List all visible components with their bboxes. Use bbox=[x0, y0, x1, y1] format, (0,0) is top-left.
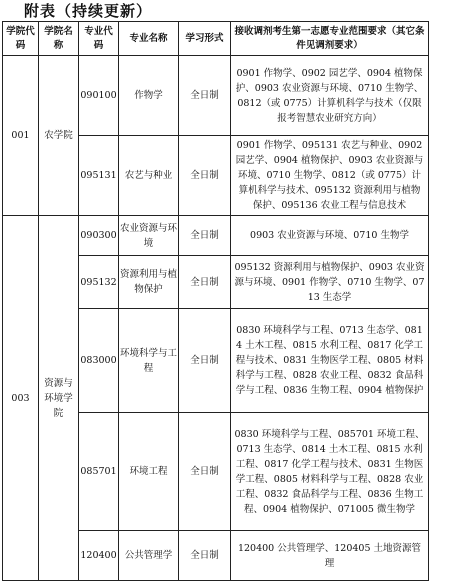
header-college-name: 学院名称 bbox=[39, 22, 79, 56]
major-code-cell: 083000 bbox=[79, 309, 119, 413]
header-major-name: 专业名称 bbox=[119, 22, 179, 56]
major-code-cell: 090300 bbox=[79, 216, 119, 256]
header-major-code: 专业代码 bbox=[79, 22, 119, 56]
major-code-cell: 090100 bbox=[79, 56, 119, 136]
requirement-cell: 095132 资源利用与植物保护、0903 农业资源与环境、0901 作物学、0710 生物学、0713 生态学 bbox=[231, 256, 429, 309]
major-name-cell: 作物学 bbox=[119, 56, 179, 136]
major-name-cell: 资源利用与植物保护 bbox=[119, 256, 179, 309]
adjustment-table bbox=[2, 21, 429, 581]
major-name-cell: 环境工程 bbox=[119, 413, 179, 531]
table-row bbox=[3, 216, 429, 256]
study-mode-cell: 全日制 bbox=[179, 216, 231, 256]
major-name-cell: 公共管理学 bbox=[119, 531, 179, 581]
table-row bbox=[3, 56, 429, 136]
college-name-cell: 农学院 bbox=[39, 56, 79, 216]
study-mode-cell: 全日制 bbox=[179, 136, 231, 216]
requirement-cell: 0901 作物学、095131 农艺与种业、0902 园艺学、0904 植物保护、0903 农业资源与环境、0710 生物学、0812（或 0775）计算机科学与技术、095132 资源利用与植物保护、095136 农业工程与信息技术 bbox=[231, 136, 429, 216]
page-title: 附表（持续更新） bbox=[24, 2, 153, 20]
study-mode-cell: 全日制 bbox=[179, 56, 231, 136]
major-code-cell: 120400 bbox=[79, 531, 119, 581]
header-study-mode: 学习形式 bbox=[179, 22, 231, 56]
requirement-cell: 0901 作物学、0902 园艺学、0904 植物保护、0903 农业资源与环境、0710 生物学、0812（或 0775）计算机科学与技术（仅限报考智慧农业研究方向） bbox=[231, 56, 429, 136]
requirement-cell: 0903 农业资源与环境、0710 生物学 bbox=[231, 216, 429, 256]
college-name-cell: 资源与环境学院 bbox=[39, 216, 79, 581]
study-mode-cell: 全日制 bbox=[179, 309, 231, 413]
requirement-cell: 0830 环境科学与工程、085701 环境工程、0713 生态学、0814 土木工程、0815 水利工程、0817 化学工程与技术、0831 生物医学工程、0805 材料科学与工程、0828 农业工程、0832 食品科学与工程、0836 生物工程、0904 植物保护、071005 微生物学 bbox=[231, 413, 429, 531]
study-mode-cell: 全日制 bbox=[179, 531, 231, 581]
major-name-cell: 农业资源与环境 bbox=[119, 216, 179, 256]
requirement-cell: 120400 公共管理学、120405 土地资源管理 bbox=[231, 531, 429, 581]
study-mode-cell: 全日制 bbox=[179, 256, 231, 309]
major-name-cell: 环境科学与工程 bbox=[119, 309, 179, 413]
table-header-row bbox=[3, 22, 429, 56]
major-code-cell: 095132 bbox=[79, 256, 119, 309]
college-code-cell: 003 bbox=[3, 216, 39, 581]
study-mode-cell: 全日制 bbox=[179, 413, 231, 531]
major-code-cell: 085701 bbox=[79, 413, 119, 531]
major-code-cell: 095131 bbox=[79, 136, 119, 216]
header-requirement: 接收调剂考生第一志愿专业范围要求（其它条件见调剂要求） bbox=[231, 22, 429, 56]
college-code-cell: 001 bbox=[3, 56, 39, 216]
requirement-cell: 0830 环境科学与工程、0713 生态学、0814 土木工程、0815 水利工程、0817 化学工程与技术、0831 生物医学工程、0805 材料科学与工程、0828 农业工程、0832 食品科学与工程、0836 生物工程、0904 植物保护 bbox=[231, 309, 429, 413]
major-name-cell: 农艺与种业 bbox=[119, 136, 179, 216]
header-college-code: 学院代码 bbox=[3, 22, 39, 56]
